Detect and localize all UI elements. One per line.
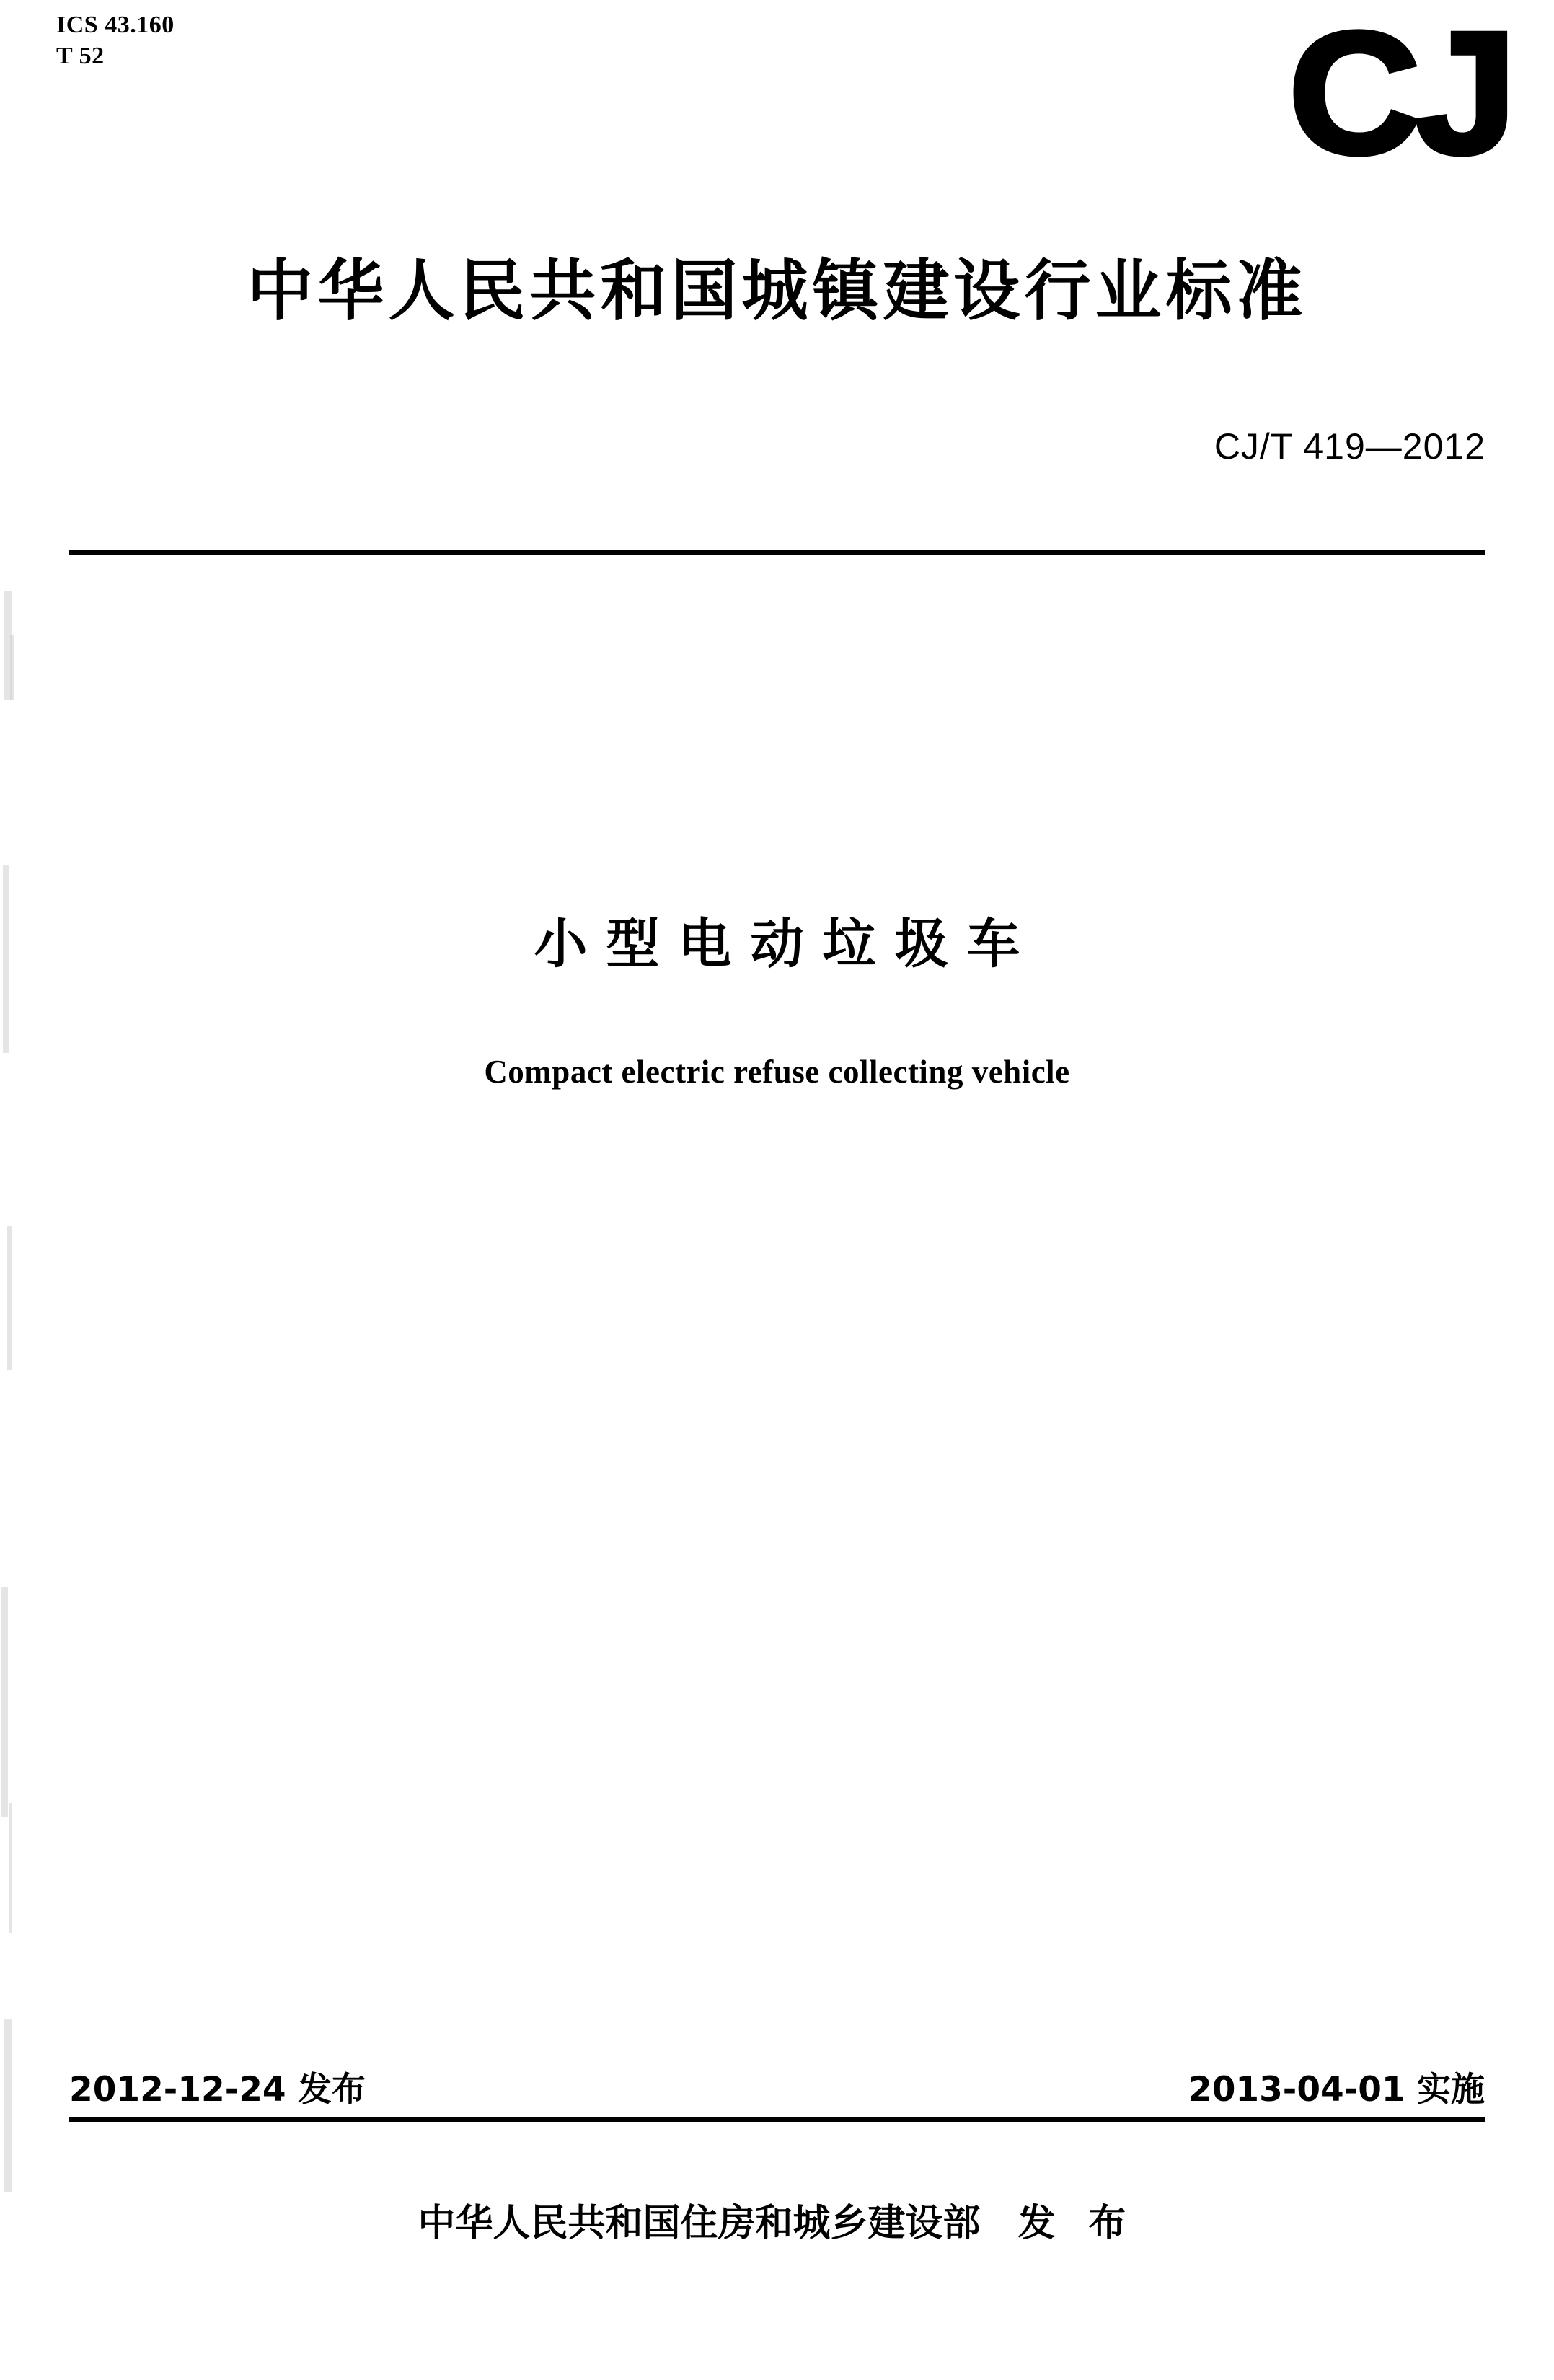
publisher-action: 发 布 xyxy=(1017,2202,1136,2245)
scan-speckle xyxy=(9,1803,12,1933)
cj-logo: CJ xyxy=(1288,0,1512,190)
scan-speckle xyxy=(7,1226,12,1370)
document-title-chinese: 小型电动垃圾车 xyxy=(534,913,1039,975)
ics-code: ICS 43.160 xyxy=(56,12,175,38)
scan-speckle xyxy=(1,1587,8,1817)
issue-date: 2012-12-24 发布 xyxy=(69,2070,366,2110)
document-title-english: Compact electric refuse collecting vehicle xyxy=(484,1054,1070,1090)
divider-top xyxy=(69,550,1485,555)
publisher-row xyxy=(0,2192,1554,2247)
ccs-code: T 52 xyxy=(56,42,105,69)
national-standard-title: 中华人民共和国城镇建设行业标准 xyxy=(247,252,1307,330)
dates-row xyxy=(69,2063,1485,2111)
publisher-name: 中华人民共和国住房和城乡建设部 xyxy=(418,2202,981,2245)
implementation-date: 2013-04-01 实施 xyxy=(1188,2070,1485,2110)
scan-speckle xyxy=(4,2019,12,2192)
divider-bottom xyxy=(69,2117,1485,2122)
scan-speckle xyxy=(10,635,14,700)
ics-block xyxy=(56,10,175,71)
standard-number: CJ/T 419—2012 xyxy=(1214,426,1485,467)
